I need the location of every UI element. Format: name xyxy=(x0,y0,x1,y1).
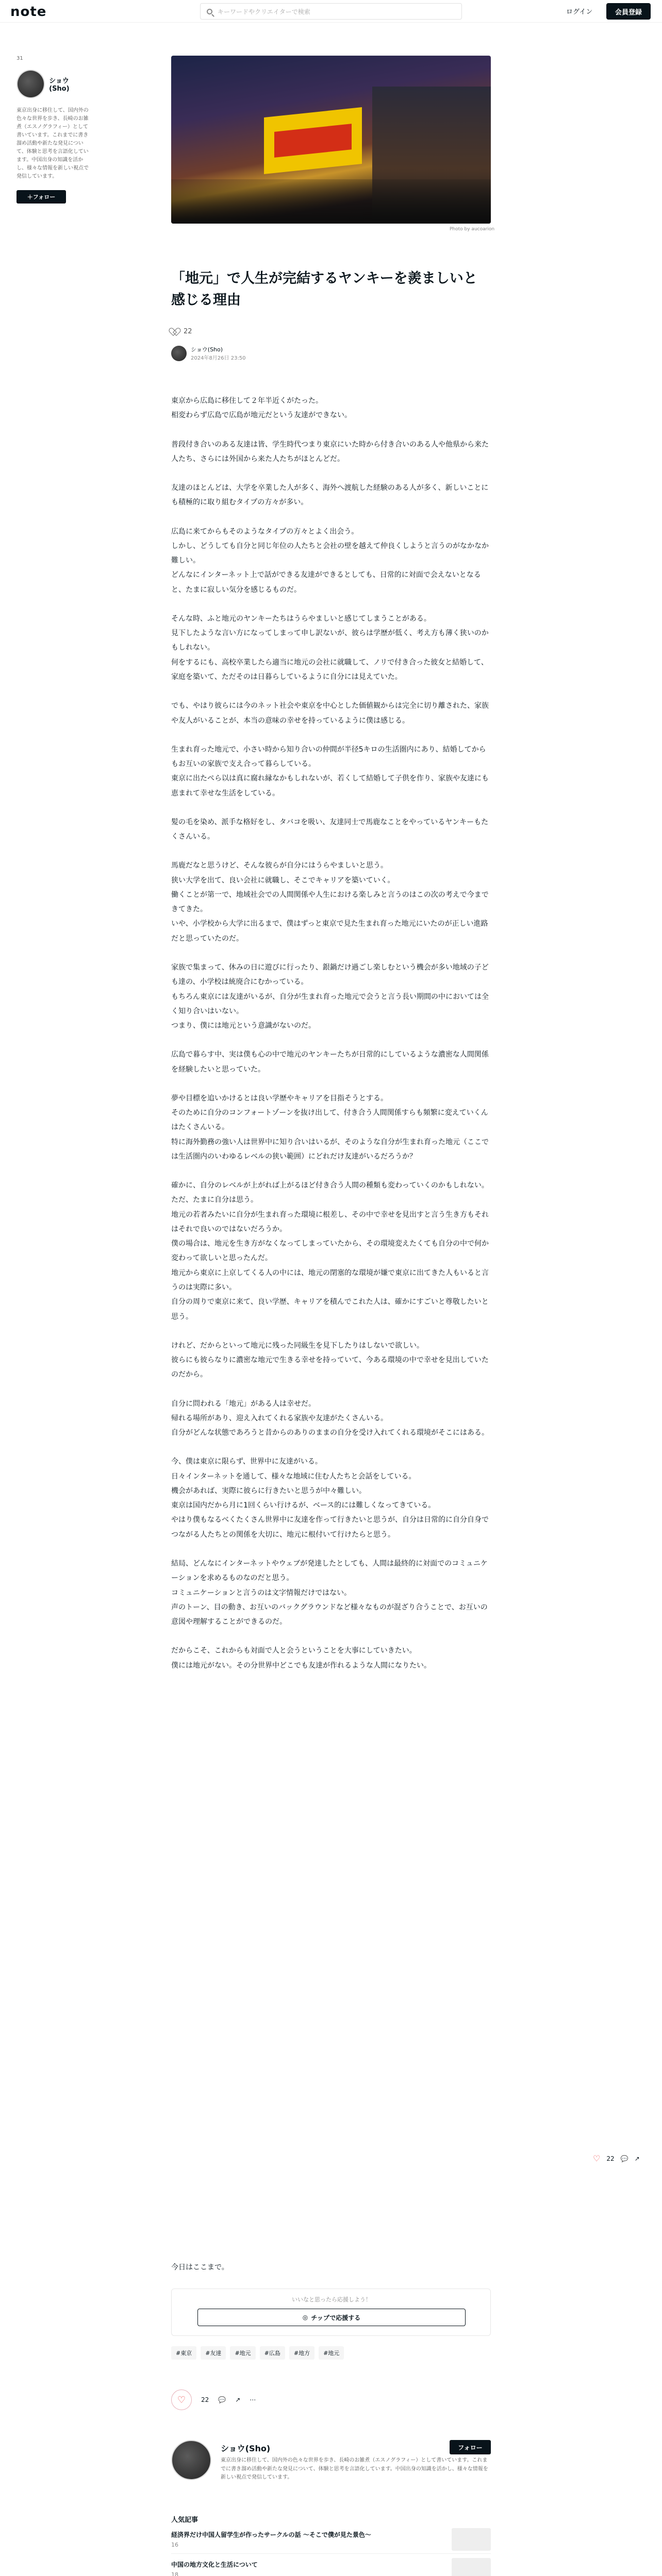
article-paragraph: 普段付き合いのある友達は皆、学生時代つまり東京にいた時から付き合いのある人や他県から来た人たち、さらには外国から来た人たちがほとんどだ。 xyxy=(171,440,489,463)
article-body xyxy=(171,394,491,1687)
hashtag-link[interactable]: #東京 xyxy=(171,2346,196,2360)
article-paragraph: 髪の毛を染め、派手な格好をし、タバコを吸い、友達同士で馬鹿なことをやっているヤンキーもたくさんいる。 xyxy=(171,818,489,841)
search-icon xyxy=(207,9,212,14)
search-placeholder: キーワードやクリエイターで検索 xyxy=(218,8,310,15)
article-paragraph: 広島に来てからもそのようなタイプの方々とよく出会う。 しかし、どうしても自分と同じ年位の人たちと会社の壁を越えて仲良くしようと言うのがなかなか難しい。 どんなにインターネット上で話ができる友達ができるとしても、日常的に対面で会えないとなると、たまに寂しい気分を感じるものだ。 xyxy=(171,527,489,594)
hashtag-link[interactable]: #地元 xyxy=(230,2346,255,2360)
support-box xyxy=(171,2289,491,2336)
avatar[interactable] xyxy=(171,2440,211,2480)
article-paragraph: 今、僕は東京に限らず、世界中に友達がいる。 日々インターネットを通して、様々な地域に住む人たちと会話をしている。 機会があれば、実際に彼らに行きたいと思うが中々難しい。 東京は国内だから月に1回くらい行けるが、ベース的には難しくなってきている。 やはり僕もなるべくたくさん世界中に友達を作って行きたいと思うが、自分は日常的に自分自身でつながる人たちとの関係を大切に、地元に根付いて行けたらと思う。 xyxy=(171,1458,489,1539)
search-input[interactable] xyxy=(200,3,462,20)
sidebar-follow-button[interactable]: ＋ フォロー xyxy=(16,190,66,204)
byline[interactable] xyxy=(171,345,246,361)
popular-item-title: 経済界だけ中国人留学生が作ったサークルの話 〜そこで僕が見た景色〜 xyxy=(171,2531,371,2538)
coin-icon: ◎ xyxy=(302,2314,308,2321)
article-paragraph: 生まれ育った地元で、小さい時から知り合いの仲間が半径5キロの生活圏内にあり、結婚してからもお互いの家族で支え合って暮らしている。 東京に出たぺら以は真に腐れ縁なかもしれないが、若くして結婚して子供を作り、家族や友達にも恵まれて幸せな生活をしている。 xyxy=(171,745,489,798)
article-paragraph: 馬鹿だなと思うけど、そんな彼らが自分にはうらやましいと思う。 狭い大学を出て、良い会社に就職し、そこでキャリアを築いていく。 働くことが第一で、地域社会での人間関係や人生における楽しみと言うのはこの次の考えで今まできてきた。 いや、小学校から大学に出るまで、僕はずっと東京で見た生まれ育った地元にいたのが正しい進路だと思っていたのだ。 xyxy=(171,861,489,943)
byline-date: 2024年8月26日 23:50 xyxy=(191,355,246,361)
eyecatch-image xyxy=(171,56,491,224)
like-row[interactable] xyxy=(171,328,192,335)
article-paragraph: 結局、どんなにインターネットやウェブが発達したとしても、人間は最終的に対面でのコミュニケーションを求めるものなのだと思う。 コミュニケーションと言うのは文字情報だけではない。 声のトーン、目の動き、お互いのバックグラウンドなど様々なものが混ざり合うことで、お互いの意図や理解することができるのだ。 xyxy=(171,1560,488,1626)
site-header xyxy=(0,0,662,23)
comment-icon[interactable]: 💬 xyxy=(218,2396,226,2403)
photo-credit[interactable]: Photo by aucoarion xyxy=(450,227,495,232)
sidebar xyxy=(16,56,89,204)
article-paragraph: 夢や目標を追いかけるとは良い学歴やキャリアを目指そうとする。 そのために自分のコンフォートゾーンを抜け出して、付き合う人間関係すらも頻繁に変えていくんはたくさんいる。 特に海外勤務の強い人は世界中に知り合いはいるが、そのような自分が生まれ育った地元（ここでは生活圏内のいわゆるレベルの狭い範囲）にどれだけ友達がいるだろうか？ xyxy=(171,1094,489,1161)
card-author-name[interactable]: ショウ(Sho) xyxy=(221,2444,271,2453)
popular-item-title: 中国の地方文化と生活について xyxy=(171,2561,258,2568)
article-paragraph: 家族で集まって、休みの日に遊びに行ったり、銀鍋だけ過ごし楽しむという機会が多い地域の子ども達の、小学校は統廃合にむかっている。 もちろん東京には友達がいるが、自分が生まれ育った地元で会うと言う長い期間の中においては全く知り合いはいない。 つまり、僕には地元という意識がないのだ。 xyxy=(171,963,489,1030)
support-button[interactable] xyxy=(197,2309,466,2326)
popular-item-likes: 16 xyxy=(171,2541,178,2548)
like-button[interactable] xyxy=(171,2389,192,2410)
article-paragraph: けれど、だからといって地元に残った同級生を見下したりはしないで欲しい。 彼らにも彼らなりに濃密な地元で生きる幸せを持っていて、今ある環境の中で幸せを見出していたのだから。 xyxy=(171,1341,489,1379)
article-paragraph: でも、やはり彼らには今のネット社会や東京を中心とした価値観からは完全に切り離された、家族や友人がいることが、本当の意味の幸せを持っているように僕は感じる。 xyxy=(171,702,489,725)
floating-like-count: 22 xyxy=(606,2155,615,2162)
article-title: 「地元」で人生が完結するヤンキーを羨ましいと感じる理由 xyxy=(171,270,477,308)
tag-list xyxy=(171,2346,344,2360)
follow-label: フォロー xyxy=(32,194,56,200)
login-link[interactable]: ログイン xyxy=(566,8,593,16)
support-label: いいなと思ったら応援しよう！ xyxy=(292,2296,371,2303)
crowd-shape xyxy=(171,179,491,224)
share-icon[interactable]: ↗ xyxy=(235,2396,241,2403)
heart-icon[interactable] xyxy=(171,328,179,335)
hashtag-link[interactable]: #地方 xyxy=(289,2346,315,2360)
sidebar-tag: 31 xyxy=(16,56,23,61)
heart-icon[interactable]: ♡ xyxy=(593,2154,601,2163)
more-icon[interactable]: ⋯ xyxy=(250,2396,256,2403)
sidebar-bio: 東京出身に移住して、国内外の色々な世界を歩き、長崎のお雑煮（エスノグラフィー）として書いています。これまでに書き溜め活動や新たな発見について、体験と思考を言語化しています。中国出身の知識を活かし、様々な情報を新しい視点で発信しています。 xyxy=(16,108,89,179)
like-count: 22 xyxy=(201,2396,209,2403)
card-follow-button[interactable]: フォロー xyxy=(450,2440,491,2454)
sidebar-author[interactable] xyxy=(16,70,89,98)
signup-button[interactable]: 会員登録 xyxy=(606,3,651,20)
byline-author[interactable]: ショウ(Sho) xyxy=(191,346,223,353)
avatar[interactable] xyxy=(16,70,45,98)
share-icon[interactable]: ↗ xyxy=(634,2155,640,2162)
note-logo[interactable]: note xyxy=(10,4,47,20)
floating-actions xyxy=(593,2154,640,2163)
list-item[interactable] xyxy=(171,2554,491,2576)
article-closing: 今日はここまで。 xyxy=(171,2263,229,2272)
popular-title: 人気記事 xyxy=(171,2516,198,2524)
list-item[interactable] xyxy=(171,2524,491,2554)
action-row xyxy=(171,2389,256,2410)
author-card xyxy=(171,2440,491,2497)
popular-item-thumbnail xyxy=(452,2558,491,2576)
article-paragraph: 広島で暮らす中、実は僕も心の中で地元のヤンキーたちが日常的にしているような濃密な人間関係を経験したいと思っていた。 xyxy=(171,1050,489,1074)
heart-icon: ♡ xyxy=(177,2394,186,2405)
article-paragraph: 自分に問われる「地元」がある人は幸せだ。 帰れる場所があり、迎え入れてくれる家族や友達がたくさんいる。 自分がどんな状態であろうと昔からのありのままの自分を受け入れてくれる環境がそこにはある。 xyxy=(171,1399,489,1437)
popular-item-likes: 18 xyxy=(171,2571,178,2576)
like-count: 22 xyxy=(184,328,192,335)
article-paragraph: 友達のほとんどは、大学を卒業した人が多く、海外へ渡航した経験のある人が多く、新しいことにも積極的に取り組むタイプの方々が多い。 xyxy=(171,484,489,507)
comment-icon[interactable]: 💬 xyxy=(620,2155,628,2162)
article-paragraph: 確かに、自分のレベルが上がれば上がるほど付き合う人間の種類も変わっていくのかもしれない。 ただ、たまに自分は思う。 地元の若者みたいに自分が生まれ育った環境に根差し、その中で幸せを見出すと言う生き方もそれはそれで良いのではないだろうか。 僕の場合は、地元を生き方がなくなってしまっていたから、その環境変えたくても自分の中で何か変わって欲しいと思ったんだ。 地元から東京に上京してくる人の中には、地元の閉塞的な環境が嫌で東京に出てきた人もいると言うのは実際に多い。 自分の周りで東京に来て、良い学歴、キャリアを積んでこれた人は、確かにすごいと尊敬したいと思う。 xyxy=(171,1181,489,1321)
hashtag-link[interactable]: #地元 xyxy=(319,2346,344,2360)
support-button-label: チップで応援する xyxy=(311,2314,361,2321)
hashtag-link[interactable]: #広島 xyxy=(260,2346,285,2360)
card-bio: 東京出身に移住して、国内外の色々な世界を歩き、長崎のお雑煮（エスノグラフィー）として書いています。これまでに書き溜め活動や新たな発見について、体験と思考を言語化しています。中国出身の知識を活かし、様々な情報を新しい視点で発信しています。 xyxy=(221,2458,488,2480)
popular-articles xyxy=(171,2514,491,2576)
avatar[interactable] xyxy=(171,346,187,361)
sidebar-author-name[interactable]: ショウ(Sho) xyxy=(49,77,70,93)
popular-item-thumbnail xyxy=(452,2528,491,2551)
hashtag-link[interactable]: #友達 xyxy=(201,2346,226,2360)
article-paragraph: そんな時、ふと地元のヤンキーたちはうらやましいと感じてしまうことがある。 見下したような言い方になってしまって申し訳ないが、彼らは学歴が低く、考え方も薄く狭いのかもしれない。 何をするにも、高校卒業したら適当に地元の会社に就職して、ノリで付き合った彼女と結婚して、家庭を築いて、ただそのは日暮らしているように自分には見えていた。 xyxy=(171,614,489,681)
article-paragraph: だからこそ、これからも対面で人と会うということを大事にしていきたい。 僕には地元がない。その分世界中どこでも友達が作れるような人間になりたい。 xyxy=(171,1647,431,1670)
article-paragraph: 東京から広島に移住して２年半近くがたった。 相変わらず広島で広島が地元だという友達ができない。 xyxy=(171,397,352,420)
